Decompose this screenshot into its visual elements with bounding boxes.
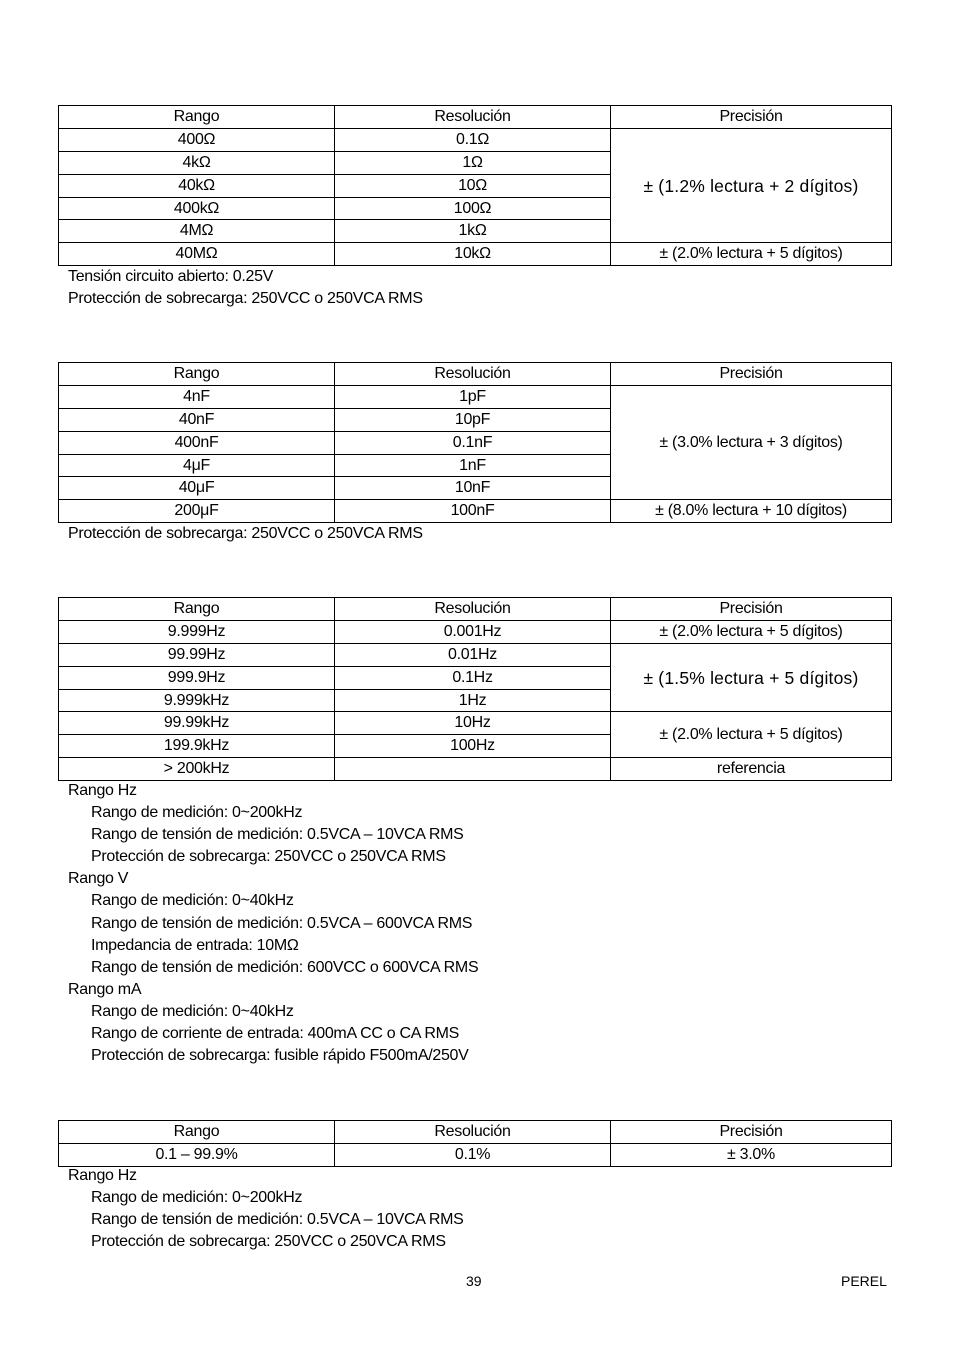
resolution-cell: 10kΩ xyxy=(335,243,611,266)
table-row xyxy=(59,128,892,151)
note-line: Tensión circuito abierto: 0.25V xyxy=(68,268,274,285)
note-line: Rango de tensión de medición: 0.5VCA – 10VCA RMS xyxy=(91,1211,464,1229)
resolution-cell: 10nF xyxy=(335,477,611,500)
resistance-notes xyxy=(68,266,423,310)
table-row xyxy=(59,500,892,523)
header-resolucion: Resolución xyxy=(335,1121,611,1144)
resolution-cell: 0.1% xyxy=(335,1143,611,1166)
resolution-cell: 0.1Hz xyxy=(335,666,611,689)
precision-cell: ± (2.0% lectura + 5 dígitos) xyxy=(611,243,892,266)
precision-cell: ± (3.0% lectura + 3 dígitos) xyxy=(611,385,892,499)
rango-cell: 4MΩ xyxy=(59,220,335,243)
note-line: Impedancia de entrada: 10MΩ xyxy=(91,936,299,954)
resistance-table xyxy=(58,105,892,266)
rango-cell: 40kΩ xyxy=(59,174,335,197)
note-line: Rango de tensión de medición: 0.5VCA – 600VCA RMS xyxy=(91,914,473,932)
header-rango: Rango xyxy=(59,363,335,386)
precision-cell: ± 3.0% xyxy=(611,1143,892,1166)
frequency-table xyxy=(58,597,892,781)
note-line: Rango de medición: 0~40kHz xyxy=(91,1002,294,1020)
note-line: Protección de sobrecarga: 250VCC o 250VCA RMS xyxy=(91,1233,446,1251)
rango-cell: 4nF xyxy=(59,385,335,408)
frequency-notes xyxy=(68,780,478,1067)
rango-cell: 40MΩ xyxy=(59,243,335,266)
rango-cell: 199.9kHz xyxy=(59,735,335,758)
note-line: Rango de corriente de entrada: 400mA CC o CA RMS xyxy=(91,1025,460,1043)
table-header-row xyxy=(59,363,892,386)
table-row xyxy=(59,643,892,666)
rango-cell: 400Ω xyxy=(59,128,335,151)
rango-cell: 9.999kHz xyxy=(59,689,335,712)
resolution-cell: 1pF xyxy=(335,385,611,408)
precision-cell: ± (1.5% lectura + 5 dígitos) xyxy=(611,643,892,712)
header-rango: Rango xyxy=(59,106,335,129)
rango-cell: 9.999Hz xyxy=(59,620,335,643)
rango-cell: 40nF xyxy=(59,408,335,431)
note-line: Protección de sobrecarga: 250VCC o 250VCA RMS xyxy=(91,848,446,866)
table-header-row xyxy=(59,106,892,129)
rango-cell: 400nF xyxy=(59,431,335,454)
note-line: Rango de tensión de medición: 0.5VCA – 10VCA RMS xyxy=(91,826,464,844)
note-line: Rango de tensión de medición: 600VCC o 600VCA RMS xyxy=(91,958,479,976)
rango-cell: 40μF xyxy=(59,477,335,500)
note-heading: Rango V xyxy=(68,870,129,888)
rango-cell: 999.9Hz xyxy=(59,666,335,689)
header-precision: Precisión xyxy=(611,1121,892,1144)
header-resolucion: Resolución xyxy=(335,598,611,621)
table-row xyxy=(59,1143,892,1166)
table-header-row xyxy=(59,1121,892,1144)
resolution-cell: 10pF xyxy=(335,408,611,431)
resolution-cell: 10Hz xyxy=(335,712,611,735)
rango-cell: > 200kHz xyxy=(59,758,335,781)
resolution-cell: 1Hz xyxy=(335,689,611,712)
duty-cycle-table xyxy=(58,1120,892,1167)
rango-cell: 99.99kHz xyxy=(59,712,335,735)
brand-name: PEREL xyxy=(841,1273,887,1289)
rango-cell: 99.99Hz xyxy=(59,643,335,666)
header-rango: Rango xyxy=(59,598,335,621)
precision-cell: referencia xyxy=(611,758,892,781)
header-precision: Precisión xyxy=(611,598,892,621)
note-heading: Rango mA xyxy=(68,980,142,998)
note-line: Rango de medición: 0~40kHz xyxy=(91,892,294,910)
resolution-cell: 1nF xyxy=(335,454,611,477)
rango-cell: 4μF xyxy=(59,454,335,477)
table-row xyxy=(59,243,892,266)
table-row xyxy=(59,712,892,735)
precision-cell: ± (1.2% lectura + 2 dígitos) xyxy=(611,128,892,242)
table-row xyxy=(59,620,892,643)
header-rango: Rango xyxy=(59,1121,335,1144)
resolution-cell: 1kΩ xyxy=(335,220,611,243)
table-header-row xyxy=(59,598,892,621)
resolution-cell: 0.001Hz xyxy=(335,620,611,643)
resolution-cell: 100Hz xyxy=(335,735,611,758)
precision-cell: ± (2.0% lectura + 5 dígitos) xyxy=(611,712,892,758)
header-precision: Precisión xyxy=(611,106,892,129)
resolution-cell: 0.1nF xyxy=(335,431,611,454)
note-heading: Rango Hz xyxy=(68,782,137,799)
rango-cell: 0.1 – 99.9% xyxy=(59,1143,335,1166)
note-line: Protección de sobrecarga: 250VCC o 250VCA RMS xyxy=(68,290,423,308)
capacitance-table xyxy=(58,362,892,523)
header-resolucion: Resolución xyxy=(335,363,611,386)
resolution-cell: 0.1Ω xyxy=(335,128,611,151)
resolution-cell: 1Ω xyxy=(335,151,611,174)
rango-cell: 4kΩ xyxy=(59,151,335,174)
precision-cell: ± (8.0% lectura + 10 dígitos) xyxy=(611,500,892,523)
table-row xyxy=(59,385,892,408)
resolution-cell: 100Ω xyxy=(335,197,611,220)
page-number: 39 xyxy=(466,1273,482,1289)
header-precision: Precisión xyxy=(611,363,892,386)
resolution-cell: 10Ω xyxy=(335,174,611,197)
rango-cell: 400kΩ xyxy=(59,197,335,220)
note-line: Protección de sobrecarga: 250VCC o 250VCA RMS xyxy=(68,525,423,542)
duty-cycle-notes xyxy=(68,1165,464,1253)
note-heading: Rango Hz xyxy=(68,1167,137,1184)
header-resolucion: Resolución xyxy=(335,106,611,129)
note-line: Protección de sobrecarga: fusible rápido F500mA/250V xyxy=(91,1047,469,1065)
resolution-cell: 0.01Hz xyxy=(335,643,611,666)
precision-cell: ± (2.0% lectura + 5 dígitos) xyxy=(611,620,892,643)
rango-cell: 200μF xyxy=(59,500,335,523)
table-row xyxy=(59,758,892,781)
capacitance-notes xyxy=(68,523,423,545)
resolution-cell: 100nF xyxy=(335,500,611,523)
note-line: Rango de medición: 0~200kHz xyxy=(91,1189,303,1207)
note-line: Rango de medición: 0~200kHz xyxy=(91,804,303,822)
resolution-cell xyxy=(335,758,611,781)
